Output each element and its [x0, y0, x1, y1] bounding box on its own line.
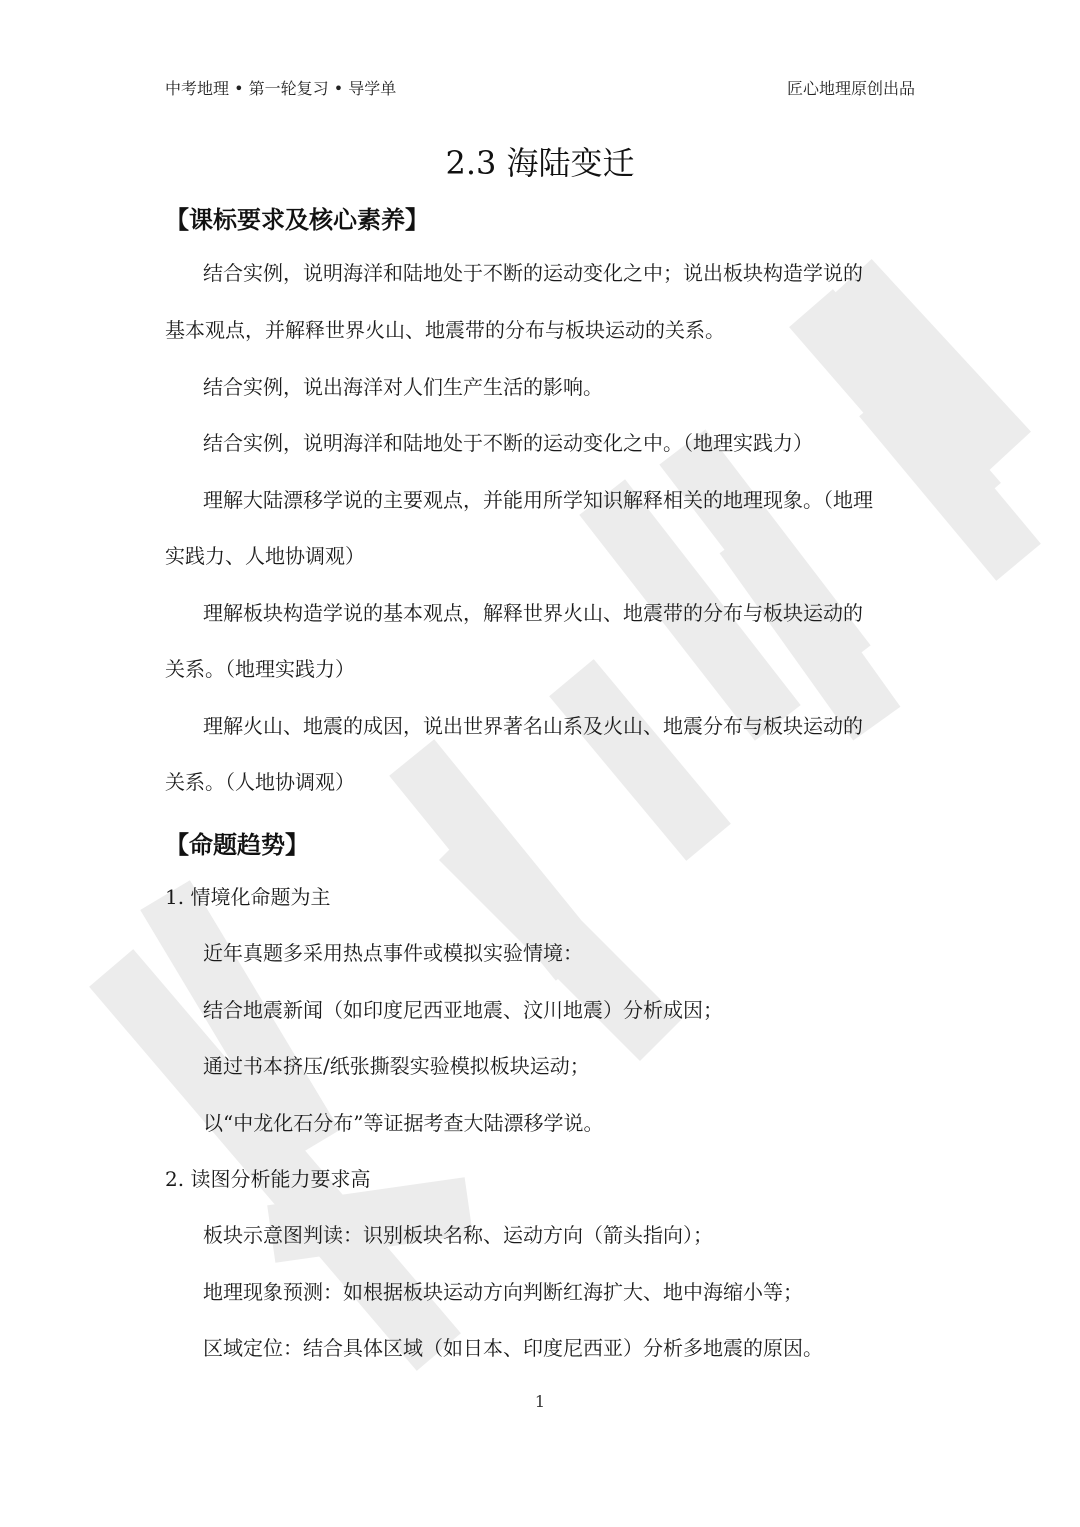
paragraph-line: 理解板块构造学说的基本观点，解释世界火山、地震带的分布与板块运动的 — [203, 601, 863, 625]
paragraph-line: 区域定位：结合具体区域（如日本、印度尼西亚）分析多地震的原因。 — [203, 1336, 823, 1360]
section-heading-trends: 【命题趋势】 — [165, 831, 309, 859]
paragraph-line: 理解大陆漂移学说的主要观点，并能用所学知识解释相关的地理现象。（地理 — [203, 488, 873, 512]
paragraph-line: 板块示意图判读：识别板块名称、运动方向（箭头指向）； — [203, 1223, 713, 1247]
list-item-heading: 2. 读图分析能力要求高 — [165, 1167, 371, 1191]
paragraph-line: 实践力、人地协调观） — [165, 544, 365, 568]
header-left-text: 中考地理 • 第一轮复习 • 导学单 — [165, 79, 397, 98]
paragraph-line: 以“中龙化石分布”等证据考查大陆漂移学说。 — [203, 1111, 604, 1135]
section-heading-curriculum: 【课标要求及核心素养】 — [165, 206, 429, 234]
paragraph-line: 基本观点，并解释世界火山、地震带的分布与板块运动的关系。 — [165, 318, 725, 342]
paragraph-line: 结合地震新闻（如印度尼西亚地震、汶川地震）分析成因； — [203, 998, 723, 1022]
paragraph-line: 通过书本挤压/纸张撕裂实验模拟板块运动； — [203, 1054, 590, 1078]
paragraph-line: 关系。（人地协调观） — [165, 770, 355, 794]
paragraph-line: 结合实例，说出海洋对人们生产生活的影响。 — [203, 375, 603, 399]
list-item-heading: 1. 情境化命题为主 — [165, 885, 331, 909]
paragraph-line: 理解火山、地震的成因，说出世界著名山系及火山、地震分布与板块运动的 — [203, 714, 863, 738]
header-right-text: 匠心地理原创出品 — [786, 79, 915, 98]
paragraph-line: 关系。（地理实践力） — [165, 657, 355, 681]
paragraph-line: 地理现象预测：如根据板块运动方向判断红海扩大、地中海缩小等； — [203, 1280, 803, 1304]
paragraph-line: 结合实例，说明海洋和陆地处于不断的运动变化之中；说出板块构造学说的 — [203, 261, 863, 285]
page-title: 2.3 海陆变迁 — [445, 144, 635, 182]
paragraph-line: 结合实例，说明海洋和陆地处于不断的运动变化之中。（地理实践力） — [203, 431, 813, 455]
page-number: 1 — [534, 1392, 546, 1411]
paragraph-line: 近年真题多采用热点事件或模拟实验情境： — [203, 941, 583, 965]
